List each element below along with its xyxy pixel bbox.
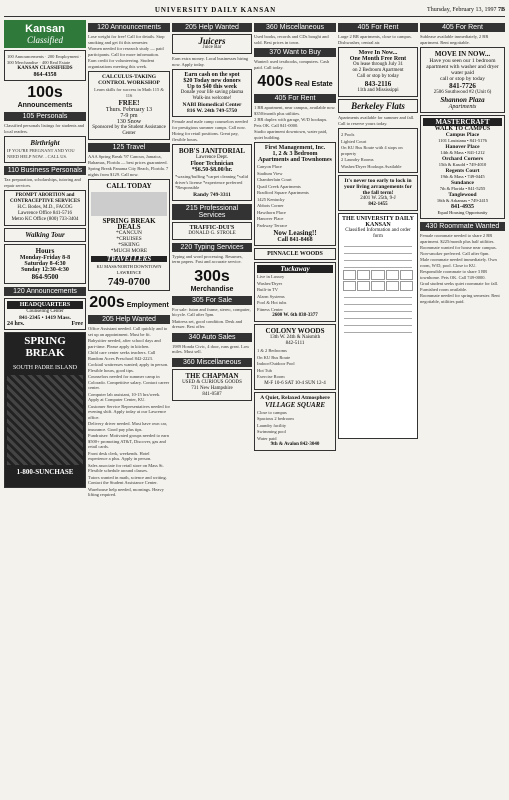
bobs-janitorial-ad: BOB'S JANITORIAL Lawrence Dept. Floor Technician *$6.50-$8.00/hr. *waxing/buffing *carpet cleaning *valid driver's license *experience preferred *Responsible Randy 749-3311 [172,144,252,201]
move-in-now-shannon-ad: MOVE IN NOW... Have you seen our 1 bedroom apartment with washer and dryer water paid call or stop by today 841-7726 2506 Southwood #2 (Unit 6) Shannon Plaza Apartments [420,47,505,113]
header-340-auto: 340 Auto Sales [172,333,252,342]
tuckaway-ad: Tuckaway Live in Luxury Washer/Dryer Built-in TV Alarm Systems Pool & Hot tubs Fitness Center 2600 W. 6th 838-3377 [254,262,336,322]
section-200s: 200s Employment [89,294,169,311]
header-120-announcements: 120 Announcements [88,23,170,32]
fall-term-ad: It's never too early to lock in your living arrangements for the fall term! 2401 W. 25th, 9-J 842-1455 [338,175,418,211]
colony-woods-ad: COLONY WOODS 13th W. 24th & Naismith 842-5111 1 & 2 Bedrooms On KU Bus Route Indoor/Outdoor Pool Hot Tub Exercise Room M-F 10-6 SAT 10-4 SUN 12-4 [254,324,336,390]
section-400s: 400s Real Estate [257,73,333,90]
birthright-ad: Birthright IF YOU'RE PREGNANT AND YOU NEED HELP NOW…CALL US. [4,136,86,163]
header-430-roommate: 430 Roommate Wanted [420,222,505,231]
kansan-classified-logo: Kansan Classified [4,20,86,48]
travellers-ad: CALL TODAY SPRING BREAK DEALS *CANCUN *CRUISES *SKIING *MUCH MORE TRAVELLERS KU MASS/NORTH DOWNTOWN LAWRENCE 749-0700 [88,179,170,291]
calculus-workshop-ad: CALCULUS-TAKING CONTROL WORKSHOP Learn skills for success in Math 115 & 116 FREE! Thurs. February 13 7-9 pm 130 Snow Sponsored by the Student Assistance Center [88,71,170,140]
hours-ad: Hours Monday-Friday 8-8 Saturday 8-4:30 Sunday 12:30-4:30 864-9500 [4,244,86,284]
masthead-date: Thursday, February 13, 1997 7B [427,7,505,13]
header-110-business: 110 Business Personals [4,166,86,175]
header-205-help-wanted: 205 Help Wanted [172,23,252,32]
column-6: 405 For Rent Sublease available immediately, 2 BR apartment. Rent negotiable. MOVE IN NOW... Have you seen our 1 bedroom apartment with washer and dryer water paid call or stop by today 841-7726 2506 Southwood #2 (Unit 6) Shannon Plaza Apartments MASTERCRAFT WALK TO CAMPUS Campus Place 1101 Louisiana • 841-5176 Hanover Place 14th & Mass • 841-1212 Orchard Corners 15th & Kasold • 749-4010 Regents Court 19th & Mass • 749-0445 Sundance 7th & Florida • 841-5255 Tanglewood 16th & Arkansas • 749-2415 841-4935 Equal Housing Opportunity 430 Roommate Wanted Female roommate needed to share 2 BR apartment. $225/month plus half utilities. Roommate wanted for house near campus. Non-smoker preferred. Call after 6pm. Male roommate needed immediately. Own room, W/D, pool. Close to KU. Responsible roommate to share 3 BR townhome. Pets OK. Call 749-0000. Grad student seeks quiet roommate for fall. Furnished room available. Roommate needed for spring semester. Rent negotiable, utilities paid. [420,20,505,796]
classified-index: 100 Announcements · 200 Employment · 300 Merchandise · 400 Real Estate KANSAN CLASSIFIEDS 864-4358 [4,50,86,81]
header-405-for-rent: 405 For Rent [338,23,418,32]
pinnacle-woods-ad: PINNACLE WOODS [254,248,336,260]
masthead-title: UNIVERSITY DAILY KANSAN [154,6,277,14]
masthead [4,4,505,17]
column-3: 205 Help Wanted Juicers Juice Bar Earn extra money. Local businesses hiring now. Apply today. Earn cash on the spot $20 Today new donors Up to $40 this week Donate your life saving plasma Walk-ins welcome! NABI Biomedical Center 816 W. 24th 749-5750 Female and male camp counselors needed for prestigious summer camps. Call now. Hiring for retail positions. Great pay, flexible hours. BOB'S JANITORIAL Lawrence Dept. Floor Technician *$6.50-$8.00/hr. *waxing/buffing *carpet cleaning *valid driver's license *experience preferred *Responsible Randy 749-3311 215 Professional Services TRAFFIC-DUI'S DONALD G. STROLE 220 Typing Services Typing and word processing. Resumes, term papers. Fast and accurate service. 300s Merchandise 305 For Sale For sale: futon and frame, stereo, computer, bicycle. Call after 5pm. Mattress set, good condition. Desk and dresser. Best offer. 340 Auto Sales 1989 Honda Civic, 4 door, runs great. Low miles. Must sell. 360 Miscellaneous THE CHAPMAN USED & CURIOUS GOODS 731 New Hampshire 841-0587 [172,20,252,796]
walking-tour-ad: Walking Tour [4,228,86,242]
section-100s: 100s Announcements [17,84,73,109]
juicers-ad: Juicers Juice Bar [172,34,252,54]
column-1: Kansan Classified 100 Announcements · 200 Employment · 300 Merchandise · 400 Real Estate KANSAN CLASSIFIEDS 864-4358 100s Announcements 105 Personals Classified personals listings for students and local readers. Birthright IF YOU'RE PREGNANT AND YOU NEED HELP NOW…CALL US. 110 Business Personals Tax preparation, scholarships, tutoring and repair services. PROMPT ABORTION and CONTRACEPTIVE SERVICES H.C. Bodes, M.D., FACOG Lawrence Office 841-5716 Metro KC Office (800) 733-3404 Walking Tour Hours Monday-Friday 8-8 Saturday 8-4:30 Sunday 12:30-4:30 864-9500 120 Announcements HEADQUARTERS Counseling Center 841-2345 • 1419 Mass. 24 hrs. Free SPRING BREAK SOUTH PADRE ISLAND 1-800-SUNCHASE [4,20,86,796]
column-4: 360 Miscellaneous Used books, records and CDs bought and sold. Best prices in town. 370 Want to Buy Wanted: used textbooks, computers. Cash paid. Call today. 400s Real Estate 405 For Rent 1 BR apartment, near campus, available now. $350/month plus utilities. 2 BR duplex with garage, W/D hookups. Pets OK. Call 841-0000. Studio apartment downtown, water paid, quiet building. First Management, Inc. 1, 2 & 3 Bedroom Apartments and Townhomes Canyon Place Stadium View Chamberlain Court Quail Creek Apartments Bradford Square Apartments 1425 Kentucky Abbots Corner Hawthorn Place Hanover Place Parkway Terrace Now Leasing!! Call 841-8468 PINNACLE WOODS Tuckaway Live in Luxury Washer/Dryer Built-in TV Alarm Systems Pool & Hot tubs Fitness Center 2600 W. 6th 838-3377 COLONY WOODS 13th W. 24th & Naismith 842-5111 1 & 2 Bedrooms On KU Bus Route Indoor/Outdoor Pool Hot Tub Exercise Room M-F 10-6 SAT 10-4 SUN 12-4 A Quiet, Relaxed Atmosphere VILLAGE SQUARE Close to campus Spacious 2 bedroom Laundry facility Swimming pool Water paid 9th & Avalon 842-3040 [254,20,336,796]
header-405-for-rent: 405 For Rent [254,94,336,103]
header-220-typing: 220 Typing Services [172,243,252,252]
village-square-ad: A Quiet, Relaxed Atmosphere VILLAGE SQUARE Close to campus Spacious 2 bedroom Laundry facility Swimming pool Water paid 9th & Avalon 842-3040 [254,392,336,452]
column-5: 405 For Rent Large 2 BR apartments, close to campus. Dishwasher, central air. Move In Now... One Month Free Rent On lease through July 31 on 2 Bedroom Apartment Call or stop by today 843-2116 11th and Mississippi Berkeley Flats Apartments available for summer and fall. Call to reserve yours today. 2 Pools Lighted Court On KU Bus Route with 4 stops on property 2 Laundry Rooms Washer/Dryer Hookups Available It's never too early to lock in your living arrangements for the fall term! 2401 W. 25th, 9-J 842-1455 THE UNIVERSITY DAILY KANSAN Classified Information and order form [338,20,418,796]
header-405-for-rent: 405 For Rent [420,23,505,32]
header-125-travel: 125 Travel [88,143,170,152]
column-2: 120 Announcements Lose weight for free! Call for details. Stop smoking and get fit this semester. Women needed for research study — paid participants. Call for more information. Earn credit for volunteering. Student organizations meeting this week. CALCULUS-TAKING CONTROL WORKSHOP Learn skills for success in Math 115 & 116 FREE! Thurs. February 13 7-9 pm 130 Snow Sponsored by the Student Assistance Center 125 Travel AAA Spring Break '97 Cancun, Jamaica, Bahamas, Florida — best prices guaranteed. Spring Break Panama City Beach, Florida. 7 nights from $129. Call now. CALL TODAY SPRING BREAK DEALS *CANCUN *CRUISES *SKIING *MUCH MORE TRAVELLERS KU MASS/NORTH DOWNTOWN LAWRENCE 749-0700 200s Employment 205 Help Wanted Office Assistant needed. Call quickly and to set up an appointment. Must be fit. Babysitter needed, after school days and part-time. Please apply in kitchen. Child care center seeks teachers. Call Random Acres Preschool 842-2223. Cocktail waitresses wanted; apply in person. Flexible hours, good tips. Counselors needed for summer camp in Colorado. Competitive salary. Contact career center. Computer lab assistant, 10-15 hrs/week. Apply at Computer Center, KU. Customer Service Representatives needed for evening shift. Apply today at our Lawrence office. Delivery driver needed. Must have own car, insurance. Good pay plus tips. Fundraiser: Motivated groups needed to earn $500+ promoting AT&T, Discover, gas and retail cards. Front desk clerk, weekends. Hotel experience a plus. Apply in person. Sales associate for retail store on Mass St. Flexible schedule around classes. Tutors wanted in math, science and writing. Contact the Student Assistance Center. Warehouse help needed, mornings. Heavy lifting required. [88,24,170,497]
spring-break-padre-ad: SPRING BREAK SOUTH PADRE ISLAND 1-800-SUNCHASE [4,332,86,488]
classified-order-form[interactable]: THE UNIVERSITY DAILY KANSAN Classified Information and order form [338,213,418,439]
headquarters-ad: HEADQUARTERS Counseling Center 841-2345 • 1419 Mass. 24 hrs. Free [4,298,86,330]
header-120-announcements: 120 Announcements [4,287,86,296]
header-205-help-wanted: 205 Help Wanted [88,315,170,324]
header-305-for-sale: 305 For Sale [172,296,252,305]
move-in-now-ad: Move In Now... One Month Free Rent On lease through July 31 on 2 Bedroom Apartment Call or stop by today 843-2116 11th and Mississippi [338,47,418,97]
first-management-ad: First Management, Inc. 1, 2 & 3 Bedroom Apartments and Townhomes Canyon Place Stadium View Chamberlain Court Quail Creek Apartments Bradford Square Apartments 1425 Kentucky Abbots Corner Hawthorn Place Hanover Place Parkway Terrace Now Leasing!! Call 841-8468 [254,142,336,246]
header-105-personals: 105 Personals [4,112,86,121]
header-360-misc: 360 Miscellaneous [254,23,336,32]
mastercraft-ad: MASTERCRAFT WALK TO CAMPUS Campus Place 1101 Louisiana • 841-5176 Hanover Place 14th & Mass • 841-1212 Orchard Corners 15th & Kasold • 749-4010 Regents Court 19th & Mass • 749-0445 Sundance 7th & Florida • 841-5255 Tanglewood 16th & Arkansas • 749-2415 841-4935 Equal Housing Opportunity [420,115,505,219]
traffic-dui-ad: TRAFFIC-DUI'S DONALD G. STROLE [172,222,252,240]
chapman-ad: THE CHAPMAN USED & CURIOUS GOODS 731 New Hampshire 841-0587 [172,369,252,401]
pools-ad: 2 Pools Lighted Court On KU Bus Route with 4 stops on property 2 Laundry Rooms Washer/Dryer Hookups Available [338,128,418,173]
section-300s: 300s Merchandise [190,267,234,293]
header-215-professional: 215 Professional Services [172,204,252,220]
berkeley-flats-ad: Berkeley Flats [338,99,418,113]
plasma-donation-ad: Earn cash on the spot $20 Today new donors Up to $40 this week Donate your life saving plasma Walk-ins welcome! NABI Biomedical Center 816 W. 24th 749-5750 [172,69,252,117]
header-360-misc: 360 Miscellaneous [172,358,252,367]
prompt-abortion-ad: PROMPT ABORTION and CONTRACEPTIVE SERVICES H.C. Bodes, M.D., FACOG Lawrence Office 841-5716 Metro KC Office (800) 733-3404 [4,190,86,226]
header-370-want-to-buy: 370 Want to Buy [254,48,336,57]
